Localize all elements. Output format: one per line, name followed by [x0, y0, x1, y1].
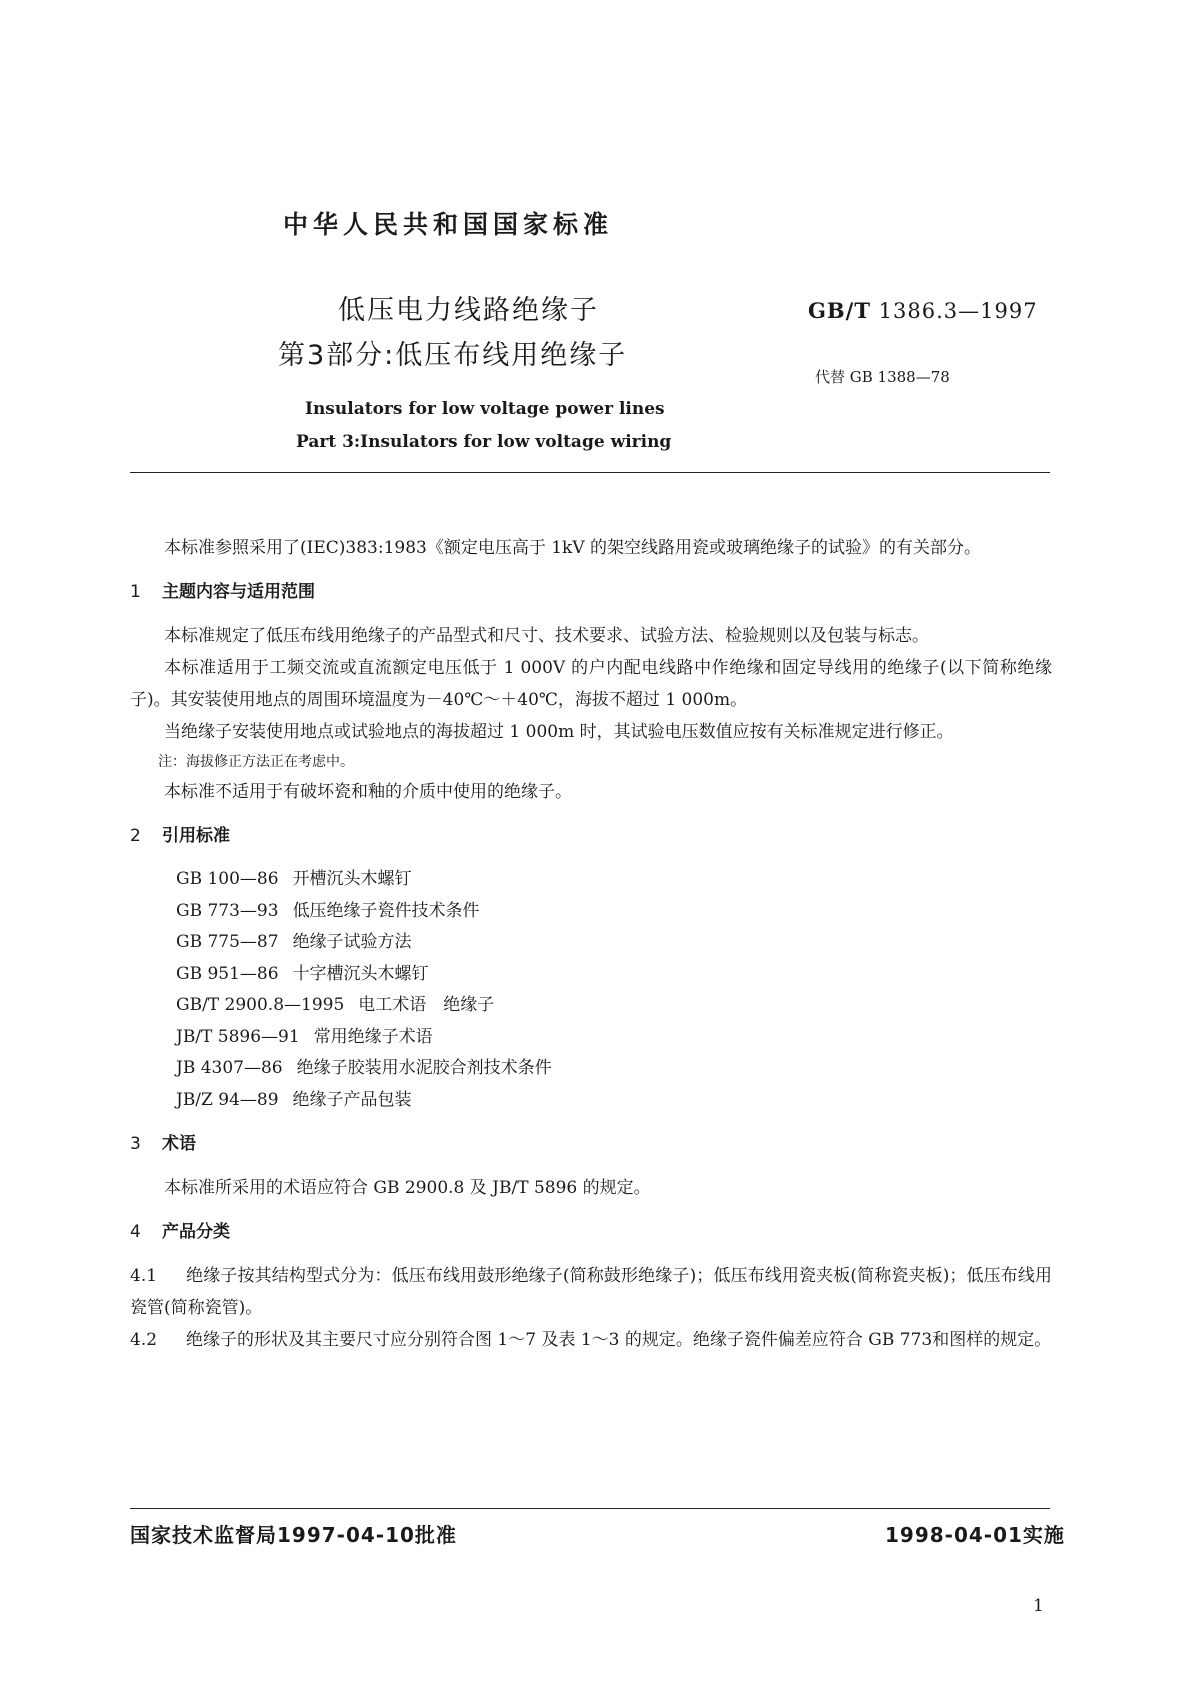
list-item	[176, 1053, 1052, 1085]
list-item	[176, 959, 1052, 991]
reference-name: 电工术语 绝缘子	[358, 995, 495, 1015]
clause-number: 4.2	[130, 1330, 158, 1350]
list-item	[176, 927, 1052, 959]
document-title-line2: 第3部分:低压布线用绝缘子	[278, 340, 628, 371]
reference-code: GB 100—86	[176, 869, 279, 889]
section-number: 3	[130, 1134, 141, 1154]
english-title-line1: Insulators for low voltage power lines	[305, 399, 665, 419]
reference-code: GB 773—93	[176, 900, 279, 921]
section-number: 1	[130, 582, 141, 602]
reference-name: 绝缘子试验方法	[292, 932, 412, 952]
approval-date: 国家技术监督局1997-04-10批准	[130, 1523, 457, 1547]
reference-name: 低压绝缘子瓷件技术条件	[292, 900, 480, 921]
reference-code: JB 4307—86	[176, 1058, 283, 1078]
header-divider	[130, 472, 1050, 473]
paragraph: 当绝缘子安装使用地点或试验地点的海拔超过 1 000m 时，其试验电压数值应按有关标准规定进行修正。	[164, 722, 954, 742]
section-title: 引用标准	[162, 826, 230, 846]
reference-name: 绝缘子胶装用水泥胶合剂技术条件	[296, 1058, 552, 1078]
list-item	[176, 864, 1052, 896]
standard-number: 1386.3—1997	[878, 299, 1038, 323]
english-title-line2: Part 3:Insulators for low voltage wiring	[296, 432, 672, 452]
clause-4-1	[130, 1260, 1052, 1324]
intro-paragraph: 本标准参照采用了(IEC)383:1983《额定电压高于 1kV 的架空线路用瓷或玻璃绝缘子的试验》的有关部分。	[164, 538, 982, 558]
reference-code: GB 951—86	[176, 963, 279, 984]
section-title: 主题内容与适用范围	[162, 582, 315, 602]
reference-code: JB/T 5896—91	[176, 1026, 300, 1047]
reference-code: GB/T 2900.8—1995	[176, 995, 345, 1015]
note: 注：海拔修正方法正在考虑中。	[158, 754, 354, 770]
list-item	[176, 896, 1052, 928]
section-number: 4	[130, 1222, 141, 1242]
reference-code: GB 775—87	[176, 932, 279, 952]
document-body	[130, 532, 1052, 1356]
list-item	[176, 1085, 1052, 1117]
paragraph: 本标准适用于工频交流或直流额定电压低于 1 000V 的户内配电线路中作绝缘和固定导线用的绝缘子(以下简称绝缘子)。其安装使用地点的周围环境温度为－40℃～＋40℃，海拔不超过 1 000m。	[130, 658, 1052, 710]
document-title-line1: 低压电力线路绝缘子	[338, 295, 599, 326]
page-number: 1	[1033, 1596, 1044, 1616]
national-standard-heading: 中华人民共和国国家标准	[283, 210, 614, 239]
reference-list	[176, 864, 1052, 1116]
clause-number: 4.1	[130, 1266, 158, 1286]
paragraph: 本标准所采用的术语应符合 GB 2900.8 及 JB/T 5896 的规定。	[164, 1178, 651, 1198]
clause-4-2	[130, 1324, 1052, 1356]
footer-divider	[130, 1508, 1050, 1509]
section-2-heading	[130, 820, 1052, 852]
reference-name: 常用绝缘子术语	[313, 1026, 433, 1047]
replaces-standard: 代替 GB 1388—78	[815, 368, 950, 386]
list-item	[176, 990, 1052, 1022]
reference-name: 开槽沉头木螺钉	[292, 869, 412, 889]
section-3-heading	[130, 1128, 1052, 1160]
reference-name: 绝缘子产品包装	[292, 1089, 412, 1110]
paragraph: 本标准规定了低压布线用绝缘子的产品型式和尺寸、技术要求、试验方法、检验规则以及包装与标志。	[164, 626, 929, 646]
reference-name: 十字槽沉头木螺钉	[292, 963, 429, 984]
section-title: 术语	[162, 1134, 196, 1154]
standard-code	[808, 298, 1038, 323]
reference-code: JB/Z 94—89	[176, 1089, 279, 1110]
section-1-heading	[130, 576, 1052, 608]
section-4-heading	[130, 1216, 1052, 1248]
paragraph: 本标准不适用于有破坏瓷和釉的介质中使用的绝缘子。	[164, 782, 572, 802]
list-item	[176, 1022, 1052, 1054]
implementation-date: 1998-04-01实施	[885, 1523, 1065, 1547]
standard-prefix: GB/T	[808, 298, 871, 323]
section-title: 产品分类	[162, 1222, 230, 1242]
clause-text: 绝缘子按其结构型式分为：低压布线用鼓形绝缘子(简称鼓形绝缘子)；低压布线用瓷夹板(简称瓷夹板)；低压布线用瓷管(简称瓷管)。	[130, 1266, 1052, 1318]
section-number: 2	[130, 826, 141, 846]
clause-text: 绝缘子的形状及其主要尺寸应分别符合图 1～7 及表 1～3 的规定。绝缘子瓷件偏差应符合 GB 773和图样的规定。	[186, 1330, 1052, 1350]
